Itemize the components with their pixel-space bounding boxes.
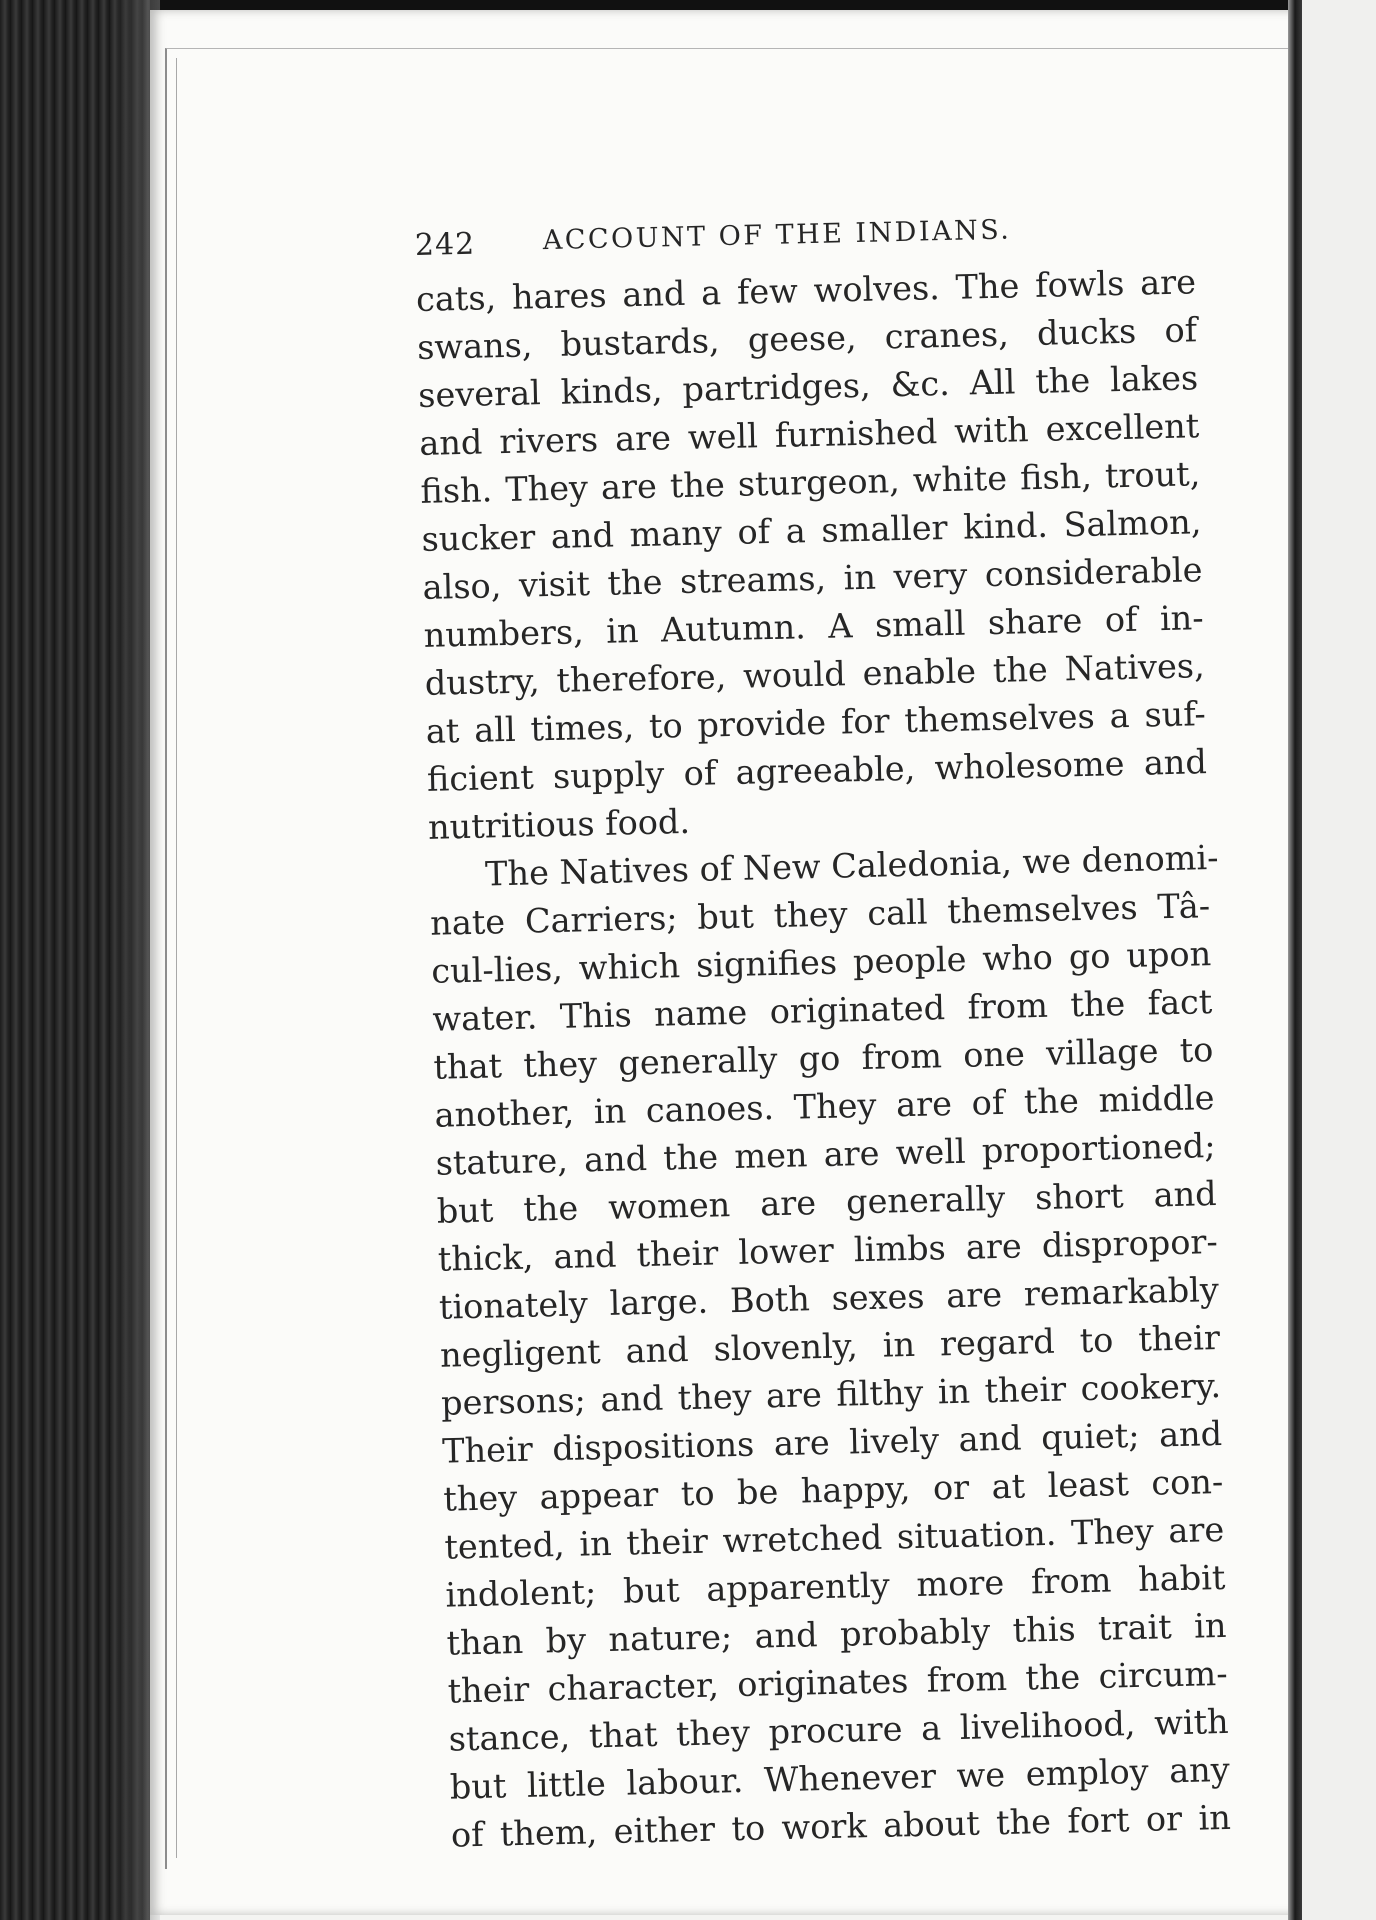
text-line: thick, and their lower limbs are dispropor- — [437, 1222, 1219, 1279]
text-block — [414, 188, 1231, 1859]
next-page-sliver — [1302, 0, 1376, 1920]
text-line: tented, in their wretched situation. They are — [443, 1509, 1225, 1567]
text-line: swans, bustards, geese, cranes, ducks of — [416, 310, 1198, 367]
text-line: nutritious food. — [427, 801, 691, 847]
text-line: of them, either to work about the fort or in — [450, 1797, 1232, 1855]
paragraph-2 — [429, 834, 1232, 1859]
text-line: at all times, to provide for themselves a suf- — [425, 694, 1207, 751]
page-number: 242 — [414, 226, 476, 263]
text-line: persons; and they are filthy in their cookery. — [440, 1366, 1222, 1423]
text-line: their character, originates from the circum- — [447, 1653, 1228, 1711]
text-line: and rivers are well furnished with excellent — [418, 406, 1200, 463]
text-line: also, visit the streams, in very considerable — [422, 550, 1203, 607]
text-line: numbers, in Autumn. A small share of in- — [423, 598, 1204, 655]
paragraph-1 — [416, 258, 1209, 852]
text-line: tionately large. Both sexes are remarkably — [438, 1270, 1220, 1327]
text-line: but little labour. Whenever we employ any — [449, 1749, 1231, 1807]
text-line: sucker and many of a smaller kind. Salmon, — [421, 502, 1202, 559]
text-line: stature, and the men are well proportioned; — [435, 1126, 1216, 1183]
text-line: cats, hares and a few wolves. The fowls are — [415, 262, 1197, 319]
text-line: ficient supply of agreeable, wholesome and — [426, 742, 1208, 799]
text-line: water. This name originated from the fact — [432, 982, 1213, 1039]
text-line: several kinds, partridges, &c. All the lakes — [417, 358, 1199, 415]
text-line: stance, that they procure a livelihood, with — [448, 1701, 1230, 1759]
text-line: cul-lies, which signifies people who go upon — [430, 934, 1212, 991]
text-line: than by nature; and probably this trait in — [446, 1605, 1227, 1663]
text-line: that they generally go from one village to — [433, 1030, 1214, 1087]
text-line: Their dispositions are lively and quiet; and — [441, 1413, 1223, 1471]
text-line: indolent; but apparently more from habit — [445, 1557, 1226, 1615]
text-line: negligent and slovenly, in regard to their — [439, 1318, 1221, 1375]
scan-top-edge — [0, 0, 1376, 10]
text-line: dustry, therefore, would enable the Natives, — [424, 646, 1206, 703]
right-page-edge — [1288, 0, 1302, 1920]
text-line: nate Carriers; but they call themselves Tâ- — [429, 886, 1211, 943]
text-line: they appear to be happy, or at least con- — [442, 1461, 1224, 1519]
text-line: The Natives of New Caledonia, we denomi- — [484, 837, 1219, 894]
running-title: ACCOUNT OF THE INDIANS. — [542, 214, 1012, 257]
text-line: but the women are generally short and — [436, 1174, 1218, 1231]
text-line: fish. They are the sturgeon, white fish, trout, — [420, 454, 1201, 511]
text-line: another, in canoes. They are of the middle — [434, 1078, 1215, 1135]
